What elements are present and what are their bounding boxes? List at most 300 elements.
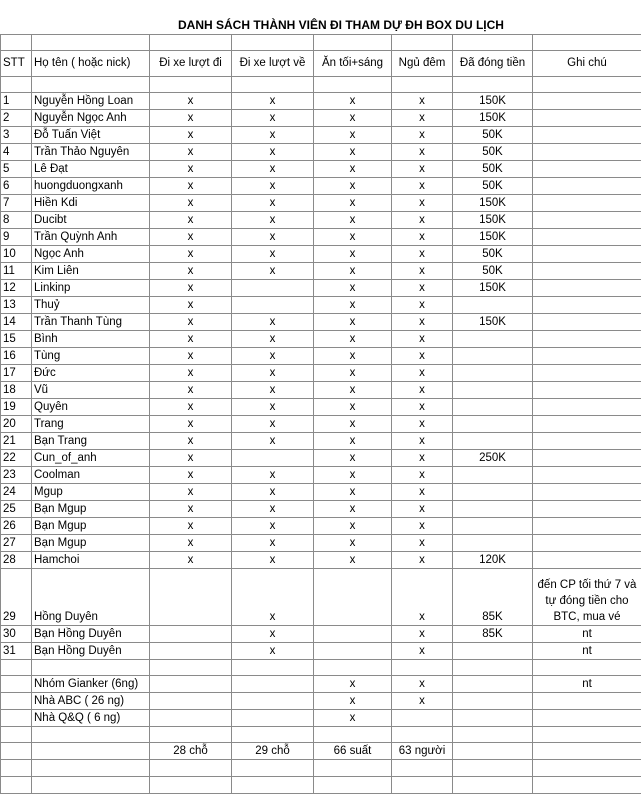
cell-overnight: x [392, 416, 453, 433]
cell-name: Bạn Trang [32, 433, 150, 450]
cell-overnight: x [392, 365, 453, 382]
member-row [1, 161, 641, 178]
cell-ride-back: x [232, 467, 314, 484]
cell-overnight: x [392, 93, 453, 110]
cell-ride-back: 29 chỗ [232, 743, 314, 760]
cell-notes [533, 743, 641, 760]
cell-overnight [392, 727, 453, 743]
cell-notes [533, 93, 641, 110]
cell-stt: 25 [1, 501, 32, 518]
cell-ride-out: x [150, 314, 232, 331]
cell-notes [533, 484, 641, 501]
cell-ride-back: x [232, 643, 314, 660]
cell-name [32, 743, 150, 760]
member-row [1, 433, 641, 450]
cell-stt [1, 710, 32, 727]
member-table-body [1, 35, 641, 794]
cell-stt: 18 [1, 382, 32, 399]
cell-stt [1, 760, 32, 777]
cell-paid [453, 348, 533, 365]
cell-notes: nt [533, 643, 641, 660]
cell-ride-back: x [232, 263, 314, 280]
member-row [1, 212, 641, 229]
cell-notes: đến CP tối thứ 7 và tự đóng tiền cho BTC, mua vé [533, 569, 641, 626]
cell-overnight: x [392, 280, 453, 297]
member-row [1, 365, 641, 382]
cell-ride-back: x [232, 246, 314, 263]
cell-notes [533, 535, 641, 552]
cell-stt: 11 [1, 263, 32, 280]
member-row [1, 382, 641, 399]
member-row [1, 416, 641, 433]
sheet-title: DANH SÁCH THÀNH VIÊN ĐI THAM DỰ ĐH BOX DU LỊCH [178, 18, 504, 32]
cell-ride-out [150, 660, 232, 676]
cell-ride-out [150, 676, 232, 693]
member-row [1, 348, 641, 365]
cell-meals: x [314, 127, 392, 144]
cell-ride-back: x [232, 433, 314, 450]
cell-meals: x [314, 450, 392, 467]
cell-overnight [392, 760, 453, 777]
cell-notes [533, 161, 641, 178]
member-row [1, 229, 641, 246]
cell-overnight: x [392, 433, 453, 450]
cell-overnight: x [392, 178, 453, 195]
cell-stt: 12 [1, 280, 32, 297]
cell-stt: 30 [1, 626, 32, 643]
cell-name: Vũ [32, 382, 150, 399]
cell-name [32, 760, 150, 777]
cell-paid [453, 331, 533, 348]
cell-paid [453, 416, 533, 433]
cell-paid: 150K [453, 195, 533, 212]
cell-ride-back [232, 693, 314, 710]
cell-name: Trần Quỳnh Anh [32, 229, 150, 246]
cell-name: Kim Liên [32, 263, 150, 280]
cell-overnight: x [392, 484, 453, 501]
cell-name: Nhà Q&Q ( 6 ng) [32, 710, 150, 727]
cell-ride-back: x [232, 535, 314, 552]
cell-ride-out: x [150, 212, 232, 229]
cell-ride-out: x [150, 433, 232, 450]
totals-row [1, 743, 641, 760]
member-row [1, 246, 641, 263]
cell-overnight: x [392, 382, 453, 399]
cell-meals: x [314, 535, 392, 552]
cell-ride-back: x [232, 195, 314, 212]
cell-stt: 10 [1, 246, 32, 263]
member-row [1, 195, 641, 212]
cell-meals [314, 727, 392, 743]
cell-ride-out: x [150, 280, 232, 297]
cell-name: Quyên [32, 399, 150, 416]
cell-meals: x [314, 195, 392, 212]
cell-meals [314, 626, 392, 643]
cell-ride-out: x [150, 195, 232, 212]
cell-name: Bình [32, 331, 150, 348]
cell-stt: 4 [1, 144, 32, 161]
cell-meals: x [314, 433, 392, 450]
cell-ride-out: x [150, 467, 232, 484]
cell-name: Bạn Hồng Duyên [32, 643, 150, 660]
spacer-row [1, 727, 641, 743]
cell-ride-out: x [150, 110, 232, 127]
cell-ride-back: x [232, 212, 314, 229]
cell-overnight: x [392, 195, 453, 212]
header-ride-out: Đi xe lượt đi [150, 51, 232, 77]
cell-ride-out: x [150, 348, 232, 365]
cell-stt: 16 [1, 348, 32, 365]
cell-meals [314, 777, 392, 794]
cell-overnight: x [392, 229, 453, 246]
cell-meals: x [314, 676, 392, 693]
cell-stt [1, 693, 32, 710]
cell-name: Lê Đạt [32, 161, 150, 178]
cell-name: Hamchoi [32, 552, 150, 569]
cell-meals: x [314, 229, 392, 246]
cell-paid: 50K [453, 263, 533, 280]
member-row [1, 144, 641, 161]
cell-meals: 66 suất [314, 743, 392, 760]
cell-stt: 14 [1, 314, 32, 331]
cell-notes [533, 246, 641, 263]
cell-ride-back [232, 760, 314, 777]
cell-overnight: x [392, 246, 453, 263]
cell-overnight: x [392, 144, 453, 161]
header-row [1, 51, 641, 77]
cell-overnight: x [392, 518, 453, 535]
cell-stt: 3 [1, 127, 32, 144]
cell-paid [453, 501, 533, 518]
cell-ride-back: x [232, 178, 314, 195]
cell-notes [533, 144, 641, 161]
cell-stt: 20 [1, 416, 32, 433]
cell-ride-back [232, 777, 314, 794]
cell-overnight: x [392, 501, 453, 518]
cell-meals: x [314, 365, 392, 382]
cell-overnight: x [392, 676, 453, 693]
cell-paid [453, 484, 533, 501]
cell-ride-out: x [150, 331, 232, 348]
cell-name: Cun_of_anh [32, 450, 150, 467]
cell-notes [533, 127, 641, 144]
group-row [1, 693, 641, 710]
member-row [1, 280, 641, 297]
cell-notes: nt [533, 626, 641, 643]
cell-overnight: x [392, 399, 453, 416]
cell-overnight: x [392, 467, 453, 484]
cell-name: Coolman [32, 467, 150, 484]
cell-notes [533, 229, 641, 246]
cell-notes [533, 178, 641, 195]
cell-stt [1, 777, 32, 794]
cell-stt: 8 [1, 212, 32, 229]
cell-stt [1, 660, 32, 676]
cell-notes [533, 263, 641, 280]
cell-ride-out: x [150, 450, 232, 467]
cell-notes: nt [533, 676, 641, 693]
cell-paid [453, 297, 533, 314]
cell-paid [453, 382, 533, 399]
cell-overnight [392, 710, 453, 727]
cell-notes [533, 280, 641, 297]
member-row [1, 626, 641, 643]
cell-meals: x [314, 212, 392, 229]
cell-paid [453, 467, 533, 484]
cell-meals [314, 643, 392, 660]
cell-ride-back: x [232, 552, 314, 569]
cell-notes [533, 501, 641, 518]
cell-meals: x [314, 331, 392, 348]
cell-meals: x [314, 348, 392, 365]
cell-stt [1, 727, 32, 743]
cell-name: Linkinp [32, 280, 150, 297]
cell-meals: x [314, 399, 392, 416]
member-row [1, 331, 641, 348]
cell-meals: x [314, 161, 392, 178]
header-meals: Ăn tối+sáng [314, 51, 392, 77]
cell-paid [453, 399, 533, 416]
spacer-row [1, 660, 641, 676]
cell-stt: 23 [1, 467, 32, 484]
cell-ride-out: x [150, 552, 232, 569]
cell-notes [533, 518, 641, 535]
cell-overnight: x [392, 450, 453, 467]
member-table [0, 34, 641, 794]
cell-ride-out: x [150, 382, 232, 399]
cell-paid [453, 743, 533, 760]
cell-paid [453, 693, 533, 710]
header-overnight: Ngủ đêm [392, 51, 453, 77]
cell-notes [533, 297, 641, 314]
cell-ride-out: x [150, 501, 232, 518]
cell-notes [533, 552, 641, 569]
cell-notes [533, 195, 641, 212]
cell-meals: x [314, 280, 392, 297]
cell-stt: 24 [1, 484, 32, 501]
cell-ride-out: x [150, 484, 232, 501]
cell-ride-out: 28 chỗ [150, 743, 232, 760]
cell-meals: x [314, 144, 392, 161]
cell-stt: 13 [1, 297, 32, 314]
cell-name: Thuỷ [32, 297, 150, 314]
cell-ride-back [232, 727, 314, 743]
member-row [1, 127, 641, 144]
header-stt: STT [1, 51, 32, 77]
cell-ride-out: x [150, 365, 232, 382]
member-row [1, 450, 641, 467]
cell-ride-back [232, 280, 314, 297]
cell-stt: 21 [1, 433, 32, 450]
cell-stt: 9 [1, 229, 32, 246]
cell-overnight: x [392, 331, 453, 348]
cell-name: Nguyễn Hồng Loan [32, 93, 150, 110]
cell-name [32, 727, 150, 743]
cell-name: Ngọc Anh [32, 246, 150, 263]
cell-paid: 150K [453, 229, 533, 246]
cell-meals: x [314, 178, 392, 195]
cell-ride-out [150, 777, 232, 794]
cell-notes [533, 760, 641, 777]
cell-stt: 27 [1, 535, 32, 552]
member-row [1, 643, 641, 660]
cell-meals: x [314, 552, 392, 569]
cell-paid: 250K [453, 450, 533, 467]
cell-name: Nguyễn Ngọc Anh [32, 110, 150, 127]
cell-stt: 19 [1, 399, 32, 416]
cell-overnight: x [392, 535, 453, 552]
member-row [1, 263, 641, 280]
cell-notes [533, 467, 641, 484]
cell-overnight: x [392, 626, 453, 643]
cell-meals: x [314, 93, 392, 110]
cell-name: Đỗ Tuấn Việt [32, 127, 150, 144]
spacer-row [1, 77, 641, 93]
cell-name: Bạn Mgup [32, 518, 150, 535]
cell-paid [453, 518, 533, 535]
cell-paid [453, 777, 533, 794]
cell-overnight: x [392, 569, 453, 626]
cell-paid: 150K [453, 212, 533, 229]
cell-ride-back [232, 660, 314, 676]
cell-notes [533, 110, 641, 127]
cell-paid: 50K [453, 178, 533, 195]
cell-overnight: x [392, 263, 453, 280]
cell-notes [533, 382, 641, 399]
member-row [1, 399, 641, 416]
cell-paid: 50K [453, 127, 533, 144]
cell-paid: 150K [453, 110, 533, 127]
cell-notes [533, 710, 641, 727]
cell-name: Nhà ABC ( 26 ng) [32, 693, 150, 710]
member-row [1, 569, 641, 626]
cell-name [32, 777, 150, 794]
header-ride-back: Đi xe lượt về [232, 51, 314, 77]
member-row [1, 484, 641, 501]
cell-stt: 28 [1, 552, 32, 569]
cell-name: Mgup [32, 484, 150, 501]
member-row [1, 297, 641, 314]
cell-ride-out: x [150, 144, 232, 161]
spacer-row [1, 760, 641, 777]
cell-ride-out [150, 569, 232, 626]
cell-name: Bạn Mgup [32, 501, 150, 518]
cell-name: Ducibt [32, 212, 150, 229]
cell-ride-back: x [232, 348, 314, 365]
cell-paid [453, 676, 533, 693]
cell-meals [314, 569, 392, 626]
cell-notes [533, 331, 641, 348]
cell-ride-back: x [232, 161, 314, 178]
member-row [1, 178, 641, 195]
cell-stt [1, 676, 32, 693]
cell-stt: 22 [1, 450, 32, 467]
cell-paid [453, 727, 533, 743]
cell-stt: 6 [1, 178, 32, 195]
member-row [1, 110, 641, 127]
cell-ride-out: x [150, 399, 232, 416]
cell-ride-back: x [232, 382, 314, 399]
cell-notes [533, 212, 641, 229]
cell-meals [314, 760, 392, 777]
cell-ride-out [150, 626, 232, 643]
cell-name: Hiền Kdi [32, 195, 150, 212]
cell-notes [533, 433, 641, 450]
cell-notes [533, 727, 641, 743]
cell-meals: x [314, 467, 392, 484]
group-row [1, 676, 641, 693]
spacer-row [1, 777, 641, 794]
cell-paid: 50K [453, 246, 533, 263]
cell-overnight: x [392, 161, 453, 178]
cell-meals: x [314, 710, 392, 727]
cell-ride-out: x [150, 229, 232, 246]
cell-paid [453, 710, 533, 727]
cell-meals: x [314, 501, 392, 518]
cell-ride-out: x [150, 416, 232, 433]
cell-meals [314, 660, 392, 676]
cell-paid [453, 660, 533, 676]
cell-ride-back: x [232, 110, 314, 127]
member-row [1, 501, 641, 518]
cell-overnight: x [392, 110, 453, 127]
cell-meals: x [314, 693, 392, 710]
cell-name: Trang [32, 416, 150, 433]
cell-ride-back: x [232, 314, 314, 331]
cell-ride-out [150, 710, 232, 727]
cell-stt: 1 [1, 93, 32, 110]
cell-paid [453, 433, 533, 450]
member-row [1, 552, 641, 569]
cell-notes [533, 399, 641, 416]
cell-ride-back: x [232, 93, 314, 110]
cell-meals: x [314, 518, 392, 535]
cell-ride-out: x [150, 161, 232, 178]
cell-notes [533, 450, 641, 467]
cell-ride-out: x [150, 263, 232, 280]
cell-meals: x [314, 382, 392, 399]
cell-ride-back [232, 450, 314, 467]
cell-ride-back: x [232, 365, 314, 382]
cell-overnight: x [392, 212, 453, 229]
cell-notes [533, 314, 641, 331]
cell-ride-back: x [232, 484, 314, 501]
cell-meals: x [314, 297, 392, 314]
cell-notes [533, 693, 641, 710]
cell-paid [453, 365, 533, 382]
cell-ride-back: x [232, 501, 314, 518]
header-notes: Ghi chú [533, 51, 641, 77]
cell-meals: x [314, 416, 392, 433]
cell-paid: 120K [453, 552, 533, 569]
cell-overnight [392, 660, 453, 676]
cell-overnight: x [392, 693, 453, 710]
cell-paid [453, 760, 533, 777]
cell-ride-out: x [150, 297, 232, 314]
cell-overnight: x [392, 552, 453, 569]
cell-name: Tùng [32, 348, 150, 365]
cell-ride-back: x [232, 569, 314, 626]
cell-ride-back [232, 297, 314, 314]
cell-name: Nhóm Gianker (6ng) [32, 676, 150, 693]
cell-paid [453, 643, 533, 660]
cell-name: Bạn Hồng Duyên [32, 626, 150, 643]
group-row [1, 710, 641, 727]
cell-ride-out [150, 760, 232, 777]
cell-stt [1, 743, 32, 760]
cell-paid: 85K [453, 626, 533, 643]
cell-notes [533, 660, 641, 676]
